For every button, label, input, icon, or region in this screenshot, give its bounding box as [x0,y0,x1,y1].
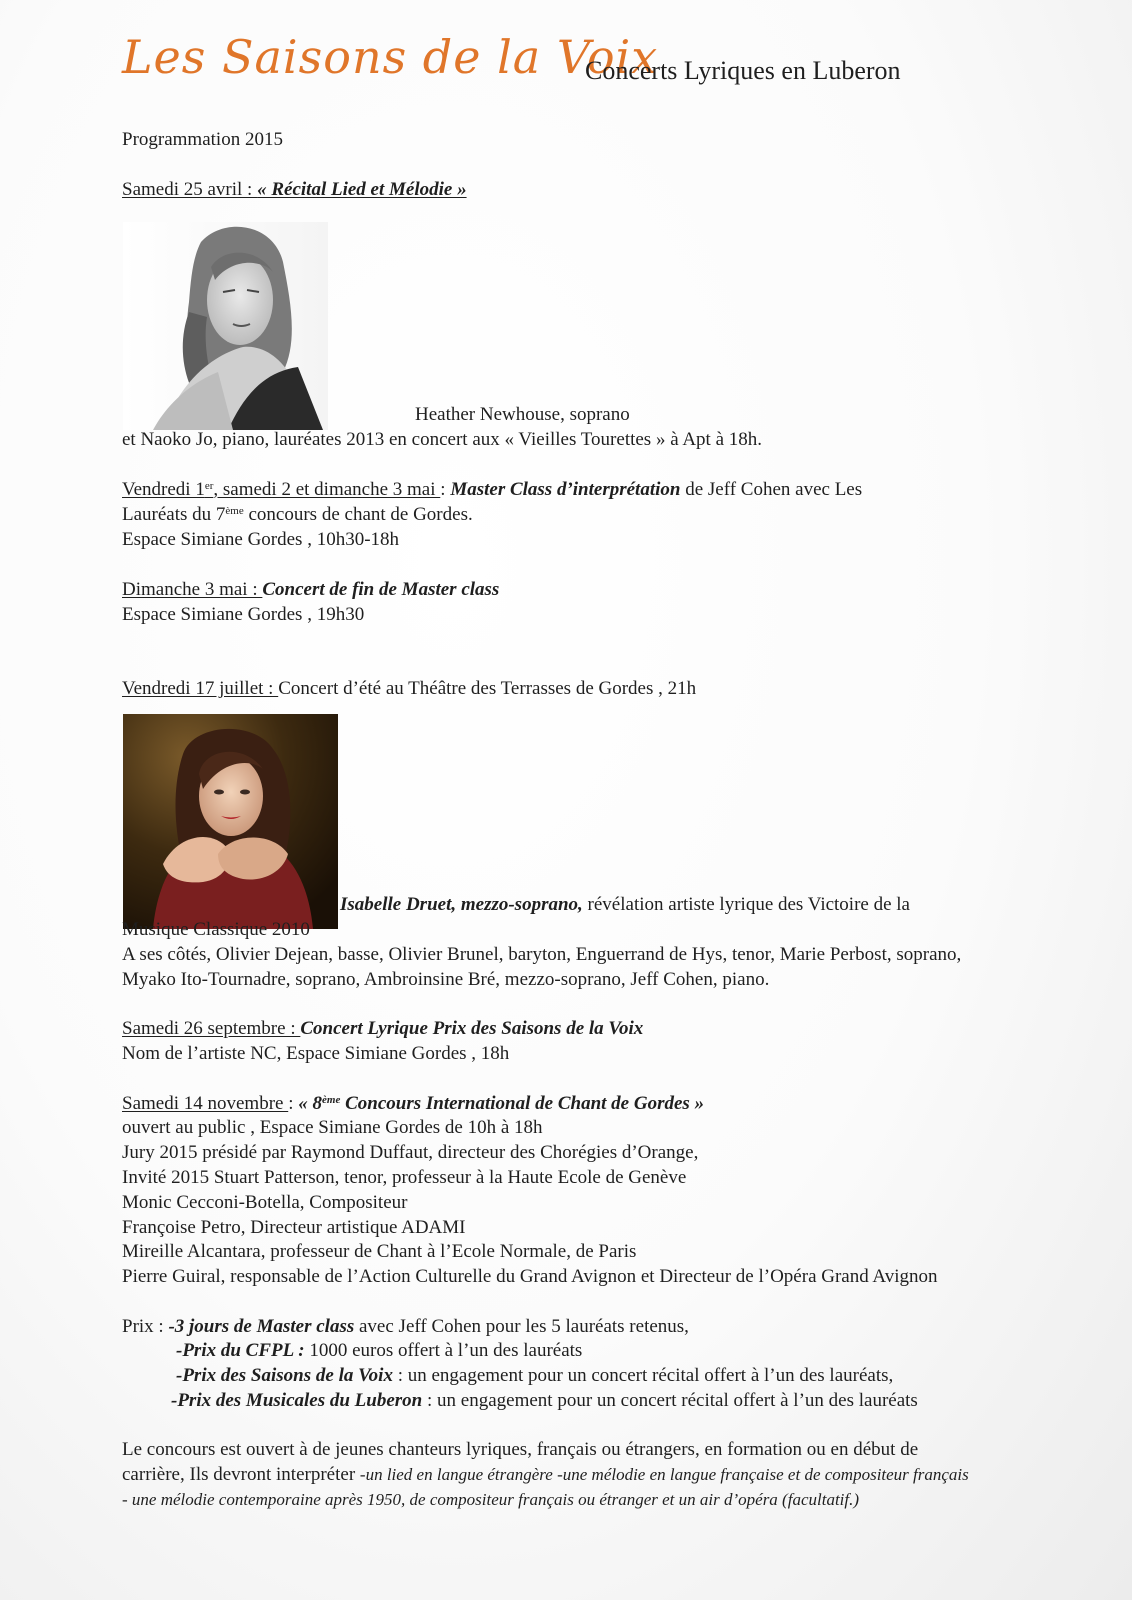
prize-line-4 [171,1389,918,1413]
footer-line2 [122,1463,969,1487]
footer-line2-b: -un lied en langue étrangère -une mélodie en langue française et de compositeur français [359,1465,969,1484]
event5-date: Samedi 26 septembre : [122,1018,301,1039]
heather-newhouse-photo [123,222,328,430]
event4-artist-line [340,893,910,917]
event6-line: Invité 2015 Stuart Patterson, tenor, professeur à la Haute Ecole de Genève [122,1167,687,1188]
event3-heading [122,578,499,602]
prize2-title: -Prix du CFPL : [176,1340,305,1361]
prize4-text: : un engagement pour un concert récital offert à l’un des lauréats [422,1390,918,1411]
event5-title: Concert Lyrique Prix des Saisons de la Voix [300,1018,644,1039]
event6-line: Monic Cecconi-Botella, Compositeur [122,1192,408,1213]
event2-title: Master Class d’interprétation [450,479,681,500]
event4-line2: Musique Classique 2010 [122,919,310,940]
programme-title: Programmation 2015 [122,129,283,150]
event2-date-a: Vendredi 1 [122,479,205,500]
event6-title-a: « 8 [298,1093,322,1114]
event5-heading [122,1017,643,1041]
event5-place: Nom de l’artiste NC, Espace Simiane Gordes , 18h [122,1043,510,1064]
event4-line4: Myako Ito-Tournadre, soprano, Ambroinsine Bré, mezzo-soprano, Jeff Cohen, piano. [122,969,770,990]
prize-line-2 [176,1339,582,1363]
event6-line: Pierre Guiral, responsable de l’Action Culturelle du Grand Avignon et Directeur de l’Opéra Grand Avignon [122,1266,938,1287]
event2-line2-sup: ème [225,505,244,517]
prize1-text: avec Jeff Cohen pour les 5 lauréats retenus, [354,1316,689,1337]
event4-date: Vendredi 17 juillet : [122,678,279,699]
event2-line2-b: concours de chant de Gordes. [243,504,473,525]
event1-date: Samedi 25 avril : [122,179,258,200]
event4-heading [122,677,696,701]
prize2-text: 1000 euros offert à l’un des lauréats [304,1340,583,1361]
event2-line2 [122,503,473,527]
footer-line3: - une mélodie contemporaine après 1950, de compositeur français ou étranger et un air d’opéra (facultatif.) [122,1490,860,1509]
event3-place: Espace Simiane Gordes , 19h30 [122,604,365,625]
event1-artist: Heather Newhouse, soprano [415,404,630,425]
header-subtitle: Concerts Lyriques en Luberon [585,56,901,85]
event6-title-sup: ème [322,1094,341,1106]
event4-text: Concert d’été au Théâtre des Terrasses de Gordes , 21h [278,678,697,699]
prize-line-3 [176,1364,893,1388]
event3-date: Dimanche 3 mai : [122,579,263,600]
prize-line-1 [122,1315,689,1339]
event1-title: « Récital Lied et Mélodie » [257,179,467,200]
prize4-title: -Prix des Musicales du Luberon [171,1390,423,1411]
event3-title: Concert de fin de Master class [262,579,500,600]
isabelle-druet-photo [123,714,338,929]
event6-title-b: Concours International de Chant de Gordes » [340,1093,705,1114]
event2-line1: Vendredi 1er, samedi 2 et dimanche 3 mai : Master Class d’interprétation de Jeff Cohen avec Les [122,479,863,500]
event2-date-b: , samedi 2 et dimanche 3 mai [213,479,441,500]
event6-line: Françoise Petro, Directeur artistique ADAMI [122,1217,466,1238]
footer-line1: Le concours est ouvert à de jeunes chanteurs lyriques, français ou étrangers, en formation ou en début de [122,1439,919,1460]
event4-artist-tail: révélation artiste lyrique des Victoire de la [582,894,910,915]
prizes-label: Prix : [122,1316,169,1337]
event2-line3: Espace Simiane Gordes , 10h30-18h [122,529,400,550]
event1-details: et Naoko Jo, piano, lauréates 2013 en concert aux « Vieilles Tourettes » à Apt à 18h. [122,429,763,450]
event6-line: ouvert au public , Espace Simiane Gordes de 10h à 18h [122,1117,543,1138]
logo: Les Saisons de la Voix [122,30,659,84]
event6-heading [122,1092,704,1116]
event2-text: de Jeff Cohen avec Les [680,479,863,500]
event4-artist: Isabelle Druet, mezzo-soprano, [340,894,583,915]
event1-heading [122,178,467,202]
event4-line3: A ses côtés, Olivier Dejean, basse, Olivier Brunel, baryton, Enguerrand de Hys, tenor, Marie Perbost, soprano, [122,944,962,965]
event6-colon: : [288,1093,299,1114]
event6-line: Jury 2015 présidé par Raymond Duffaut, directeur des Chorégies d’Orange, [122,1142,699,1163]
event6-line: Mireille Alcantara, professeur de Chant à l’Ecole Normale, de Paris [122,1241,637,1262]
prize3-title: -Prix des Saisons de la Voix [176,1365,393,1386]
event2-date-sup: er [204,480,214,492]
prize3-text: : un engagement pour un concert récital offert à l’un des lauréats, [392,1365,894,1386]
event2-line2-a: Lauréats du 7 [122,504,226,525]
event6-date: Samedi 14 novembre [122,1093,289,1114]
footer-line2-a: carrière, Ils devront interpréter [122,1464,360,1485]
prize1-title: -3 jours de Master class [168,1316,355,1337]
